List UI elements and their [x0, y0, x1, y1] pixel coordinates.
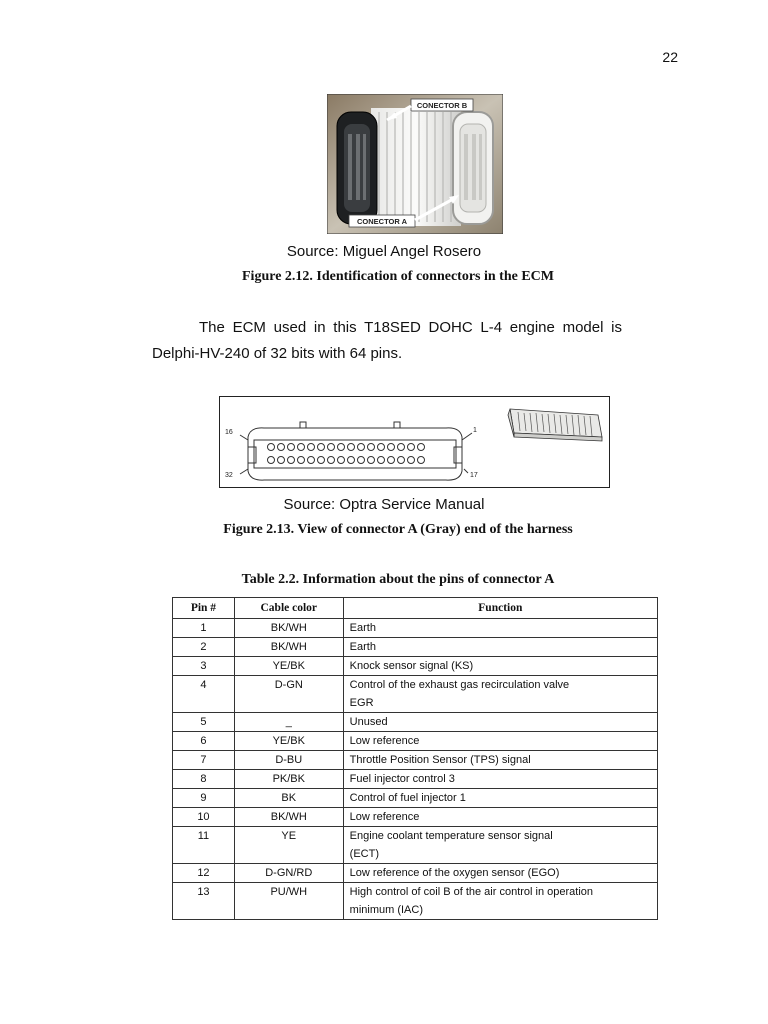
pin-cell: 4: [173, 676, 235, 713]
color-cell: BK: [234, 789, 343, 808]
color-cell: D-GN/RD: [234, 864, 343, 883]
function-cell: Knock sensor signal (KS): [343, 657, 657, 676]
table-row: [173, 676, 658, 713]
page-number: 22: [662, 49, 678, 65]
ecm-connectors-photo: [327, 94, 503, 234]
function-line-1: Control of the exhaust gas recirculation valve: [349, 679, 570, 691]
connector-b-label: CONECTOR B: [416, 101, 468, 110]
function-cell: [343, 676, 657, 713]
pin-label-32: 32: [225, 472, 233, 479]
function-cell: Earth: [343, 638, 657, 657]
table-title: Table 2.2. Information about the pins of connector A: [241, 572, 555, 587]
function-cell: Unused: [343, 713, 657, 732]
paragraph-line-2: Delphi-HV-240 of 32 bits with 64 pins.: [152, 345, 403, 362]
function-cell: [343, 883, 657, 920]
table-row: [173, 713, 658, 732]
table-row: [173, 883, 658, 920]
function-line-2: EGR: [349, 697, 374, 709]
table-row: [173, 770, 658, 789]
table-row: [173, 732, 658, 751]
function-line-2: (ECT): [349, 848, 379, 860]
pin-cell: 2: [173, 638, 235, 657]
pin-cell: 12: [173, 864, 235, 883]
body-paragraph: [152, 315, 622, 367]
color-cell: _: [234, 713, 343, 732]
header-pin: Pin #: [173, 598, 235, 619]
pin-cell: 10: [173, 808, 235, 827]
function-cell: Low reference: [343, 732, 657, 751]
header-cable-color: Cable color: [234, 598, 343, 619]
pin-cell: 6: [173, 732, 235, 751]
color-cell: D-BU: [234, 751, 343, 770]
color-cell: PK/BK: [234, 770, 343, 789]
function-line-1: Engine coolant temperature sensor signal: [349, 830, 553, 842]
table-row: [173, 808, 658, 827]
pin-cell: 9: [173, 789, 235, 808]
figure1-source: Source: Miguel Angel Rosero: [286, 243, 482, 260]
pin-cell: 3: [173, 657, 235, 676]
connector-a-drawing: [219, 396, 610, 488]
pins-table: [172, 597, 658, 920]
pin-cell: 1: [173, 619, 235, 638]
pin-cell: 7: [173, 751, 235, 770]
table-row: [173, 619, 658, 638]
table-row: [173, 638, 658, 657]
figure2-source: Source: Optra Service Manual: [283, 496, 485, 513]
color-cell: YE: [234, 827, 343, 864]
color-cell: YE/BK: [234, 732, 343, 751]
pin-label-16: 16: [225, 429, 233, 436]
paragraph-line-1: The ECM used in this T18SED DOHC L-4 engine model is: [199, 319, 622, 336]
color-cell: BK/WH: [234, 619, 343, 638]
table-row: [173, 657, 658, 676]
function-cell: Low reference of the oxygen sensor (EGO): [343, 864, 657, 883]
table-row: [173, 864, 658, 883]
function-cell: Earth: [343, 619, 657, 638]
pin-label-1: 1: [473, 427, 477, 434]
function-cell: Throttle Position Sensor (TPS) signal: [343, 751, 657, 770]
table-row: [173, 789, 658, 808]
color-cell: YE/BK: [234, 657, 343, 676]
pin-label-17: 17: [470, 472, 478, 479]
color-cell: PU/WH: [234, 883, 343, 920]
table-row: [173, 827, 658, 864]
color-cell: D-GN: [234, 676, 343, 713]
function-cell: Control of fuel injector 1: [343, 789, 657, 808]
color-cell: BK/WH: [234, 638, 343, 657]
figure1-caption: Figure 2.12. Identification of connectors in the ECM: [242, 269, 554, 284]
color-cell: BK/WH: [234, 808, 343, 827]
pin-cell: 5: [173, 713, 235, 732]
table-row: [173, 751, 658, 770]
table-header-row: [173, 598, 658, 619]
pin-cell: 8: [173, 770, 235, 789]
function-cell: Fuel injector control 3: [343, 770, 657, 789]
pin-cell: 13: [173, 883, 235, 920]
function-line-1: High control of coil B of the air control in operation: [349, 886, 594, 898]
function-cell: [343, 827, 657, 864]
figure2-caption: Figure 2.13. View of connector A (Gray) end of the harness: [223, 522, 573, 537]
function-line-2: minimum (IAC): [349, 904, 424, 916]
header-function: Function: [343, 598, 657, 619]
connector-a-label: CONECTOR A: [356, 217, 408, 226]
function-cell: Low reference: [343, 808, 657, 827]
pin-cell: 11: [173, 827, 235, 864]
